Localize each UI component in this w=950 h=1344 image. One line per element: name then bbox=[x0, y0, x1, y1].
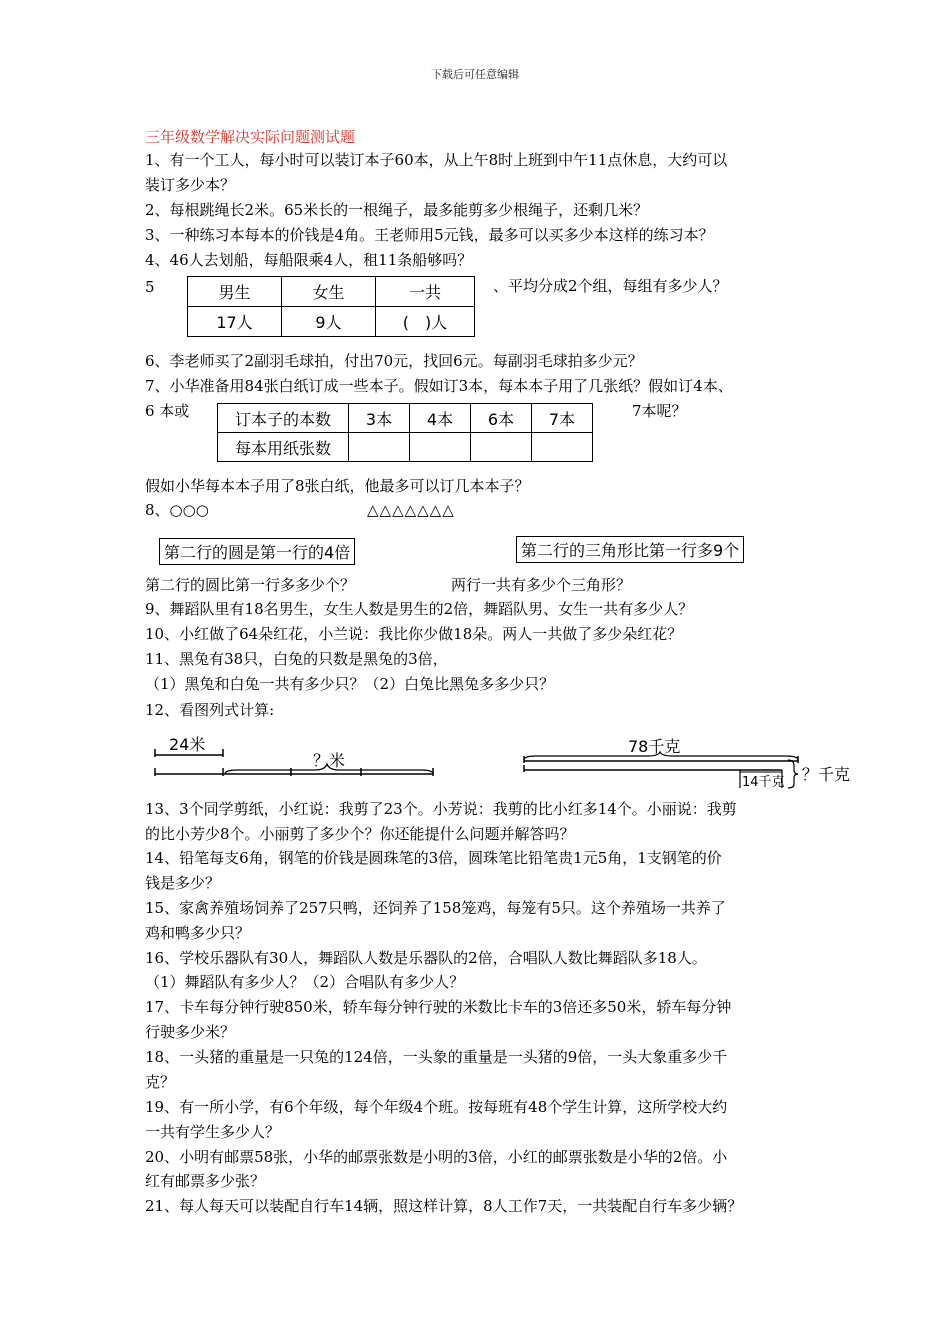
q7-books-7: 7本 bbox=[532, 404, 593, 433]
question-20-line-2: 红有邮票多少张？ bbox=[145, 1172, 266, 1190]
question-11-line-1: 11、黑兔有38只，白兔的只数是黑兔的3倍， bbox=[145, 650, 448, 668]
question-17-line-1: 17、卡车每分钟行驶850米，轿车每分钟行驶的米数比卡车的3倍还多50米，轿车每分钟 bbox=[145, 998, 732, 1016]
q7-books-6: 6本 bbox=[471, 404, 532, 433]
question-15-line-1: 15、家禽养殖场饲养了257只鸭，还饲养了158笼鸡，每笼有5只。这个养殖场一共养了 bbox=[145, 899, 726, 917]
q7-row2-label: 每本用纸张数 bbox=[218, 433, 349, 462]
question-16-line-2: （1）舞蹈队有多少人？（2）合唱队有多少人？ bbox=[145, 973, 465, 991]
q12-right-top-label: 78千克 bbox=[628, 737, 681, 756]
q8-question-triangles: 两行一共有多少个三角形？ bbox=[451, 576, 632, 594]
question-11-line-2: （1）黑兔和白兔一共有多少只？（2）白兔比黑兔多多少只？ bbox=[145, 675, 555, 693]
question-6: 6、李老师买了2副羽毛球拍，付出70元，找回6元。每副羽毛球拍多少元？ bbox=[145, 352, 643, 370]
question-17-line-2: 行驶多少米？ bbox=[145, 1023, 236, 1041]
page-header: 下载后可任意编辑 bbox=[431, 68, 519, 81]
q5-value-total: ( )人 bbox=[376, 307, 475, 337]
page-title: 三年级数学解决实际问题测试题 bbox=[145, 128, 356, 146]
question-15-line-2: 鸡和鸭多少只？ bbox=[145, 924, 251, 942]
q12-right-diagram bbox=[520, 732, 860, 792]
q7-books-3: 3本 bbox=[349, 404, 410, 433]
q7-paper-4 bbox=[410, 433, 471, 462]
question-13-line-1: 13、3个同学剪纸，小红说：我剪了23个。小芳说：我剪的比小红多14个。小丽说：我剪 bbox=[145, 800, 737, 818]
q5-value-girls: 9人 bbox=[282, 307, 376, 337]
question-4: 4、46人去划船，每船限乘4人，租11条船够吗？ bbox=[145, 251, 473, 269]
q7-paper-7 bbox=[532, 433, 593, 462]
question-21: 21、每人每天可以装配自行车14辆，照这样计算，8人工作7天，一共装配自行车多少辆？ bbox=[145, 1197, 743, 1215]
q7-row1-label: 订本子的本数 bbox=[218, 404, 349, 433]
q5-header-total: 一共 bbox=[376, 277, 475, 307]
q7-paper-3 bbox=[349, 433, 410, 462]
q8-question-circles: 第二行的圆比第一行多多少个？ bbox=[145, 576, 356, 594]
question-7-prefix: 6 本或 bbox=[145, 402, 190, 420]
question-12: 12、看图列式计算: bbox=[145, 701, 275, 719]
question-8-circles: 8、○○○ bbox=[145, 501, 209, 519]
question-18-line-2: 克？ bbox=[145, 1073, 176, 1091]
question-5-number: 5 bbox=[145, 278, 155, 296]
question-14-line-1: 14、铅笔每支6角，钢笔的价钱是圆珠笔的3倍，圆珠笔比铅笔贵1元5角，1支钢笔的价 bbox=[145, 849, 722, 867]
q7-paper-6 bbox=[471, 433, 532, 462]
question-1-line-1: 1、有一个工人，每小时可以装订本子60本，从上午8时上班到中午11点休息，大约可以 bbox=[145, 151, 728, 169]
question-5-table bbox=[187, 276, 475, 337]
question-13-line-2: 的比小芳少8个。小丽剪了多少个？你还能提什么问题并解答吗？ bbox=[145, 825, 575, 843]
question-19-line-2: 一共有学生多少人？ bbox=[145, 1123, 281, 1141]
question-7-follow-up: 假如小华每本本子用了8张白纸，他最多可以订几本本子？ bbox=[145, 477, 530, 495]
question-8-triangles: △△△△△△△ bbox=[367, 501, 455, 519]
question-5-text: 、平均分成2个组，每组有多少人？ bbox=[493, 277, 728, 295]
q12-left-bottom-label: ？米 bbox=[313, 751, 346, 770]
q12-right-top-brace bbox=[524, 752, 798, 760]
question-7-line-1: 7、小华准备用84张白纸订成一些本子。假如订3本，每本本子用了几张纸？假如订4本、 bbox=[145, 377, 733, 395]
question-9: 9、舞蹈队里有18名男生，女生人数是男生的2倍，舞蹈队男、女生一共有多少人？ bbox=[145, 600, 694, 618]
question-7-table bbox=[217, 403, 593, 462]
question-10: 10、小红做了64朵红花，小兰说：我比你少做18朵。两人一共做了多少朵红花？ bbox=[145, 625, 683, 643]
q5-header-boys: 男生 bbox=[188, 277, 282, 307]
q12-right-small-label: 14千克 bbox=[742, 775, 785, 790]
question-7-suffix: 7本呢？ bbox=[632, 402, 687, 420]
question-20-line-1: 20、小明有邮票58张，小华的邮票张数是小明的3倍，小红的邮票张数是小华的2倍。小 bbox=[145, 1148, 728, 1166]
question-18-line-1: 18、一头猪的重量是一只兔的124倍，一头象的重量是一头猪的9倍，一头大象重多少千 bbox=[145, 1048, 728, 1066]
question-2: 2、每根跳绳长2米。65米长的一根绳子，最多能剪多少根绳子，还剩几米？ bbox=[145, 201, 649, 219]
question-1-line-2: 装订多少本？ bbox=[145, 176, 236, 194]
q8-triangle-condition-box: 第二行的三角形比第一行多9个 bbox=[516, 536, 744, 563]
q12-left-diagram bbox=[145, 732, 445, 792]
q5-value-boys: 17人 bbox=[188, 307, 282, 337]
question-16-line-1: 16、学校乐器队有30人，舞蹈队人数是乐器队的2倍，合唱队人数比舞蹈队多18人。 bbox=[145, 949, 707, 967]
q8-circle-condition-box: 第二行的圆是第一行的4倍 bbox=[159, 538, 355, 565]
q12-left-top-label: 24米 bbox=[169, 735, 206, 754]
q12-right-side-brace bbox=[788, 760, 798, 788]
q12-right-question-label: ？千克 bbox=[802, 765, 851, 784]
q5-header-girls: 女生 bbox=[282, 277, 376, 307]
question-14-line-2: 钱是多少？ bbox=[145, 874, 221, 892]
question-19-line-1: 19、有一所小学，有6个年级，每个年级4个班。按每班有48个学生计算，这所学校大约 bbox=[145, 1098, 728, 1116]
q7-books-4: 4本 bbox=[410, 404, 471, 433]
question-3: 3、一种练习本每本的价钱是4角。王老师用5元钱，最多可以买多少本这样的练习本？ bbox=[145, 226, 714, 244]
